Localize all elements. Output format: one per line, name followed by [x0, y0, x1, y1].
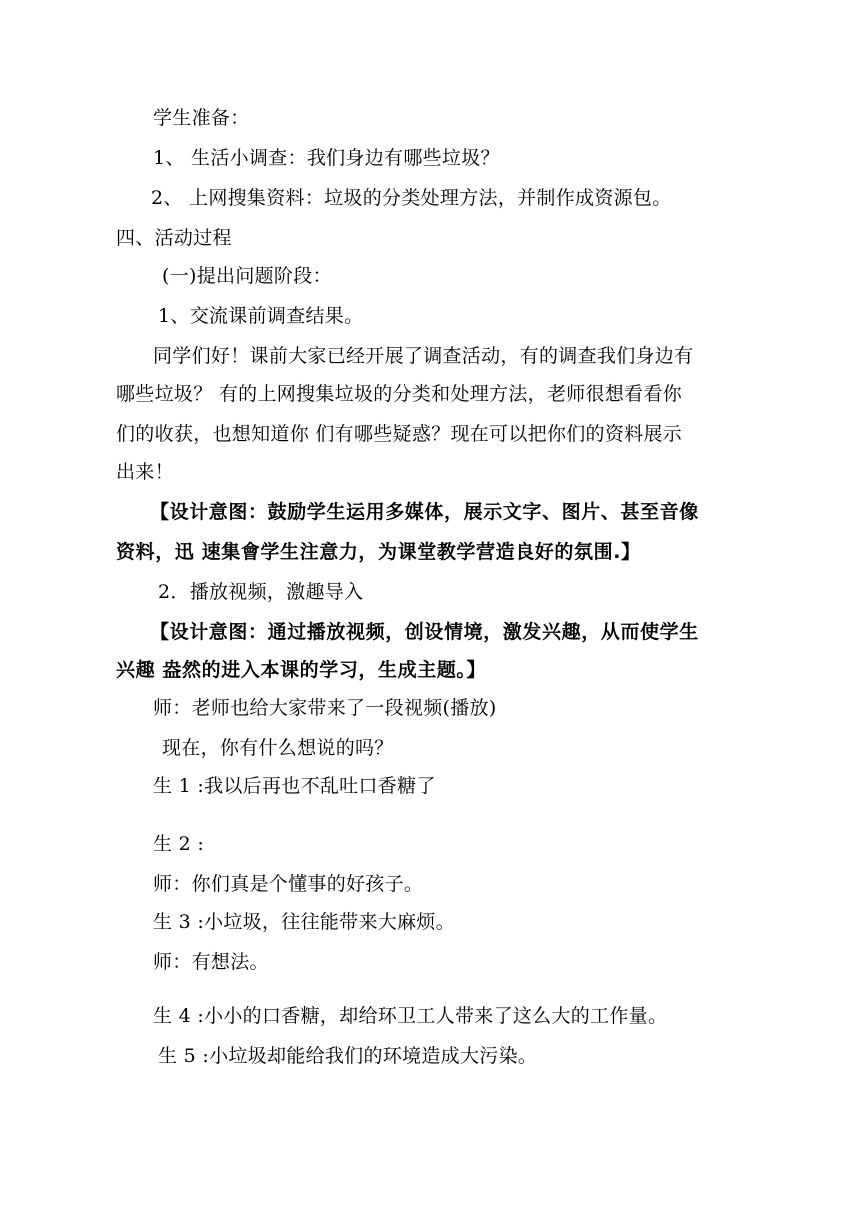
dialogue-teacher-2: 师：你们真是个懂事的好孩子。: [153, 873, 424, 895]
text-line-step-2: 2．播放视频，激趣导入: [158, 581, 364, 603]
paragraph-line-3: 们的收获，也想知道你 们有哪些疑惑？现在可以把你们的资料展示: [116, 423, 683, 445]
design-intent-2-line-1: 【设计意图：通过播放视频，创设情境，激发兴趣，从而使学生: [150, 621, 699, 643]
dialogue-student-4: 生 4 :小小的口香糖，却给环卫工人带来了这么大的工作量。: [153, 1005, 668, 1027]
dialogue-student-1: 生 1 :我以后再也不乱吐口香糖了: [153, 775, 436, 797]
text-line-prep-1: 1、 生活小调查：我们身边有哪些垃圾？: [153, 147, 500, 169]
text-line-prep-2: 2、 上网搜集资料：垃圾的分类处理方法，并制作成资源包。: [151, 187, 672, 209]
paragraph-line-4: 出来！: [116, 461, 174, 483]
subsection-heading: (一)提出问题阶段：: [162, 265, 332, 287]
section-heading: 四、活动过程: [116, 227, 232, 249]
dialogue-student-5: 生 5 :小垃圾却能给我们的环境造成大污染。: [158, 1045, 538, 1067]
text-line-step-1: 1、交流课前调查结果。: [158, 305, 364, 327]
design-intent-2-line-2: 兴趣 盎然的进入本课的学习，生成主题。】: [116, 659, 487, 681]
design-intent-1-line-2: 资料，迅 速集會学生注意力，为课堂教学营造良好的氛围.】: [116, 541, 641, 563]
dialogue-teacher-question: 现在，你有什么想说的吗？: [162, 737, 394, 759]
design-intent-1-line-1: 【设计意图：鼓励学生运用多媒体，展示文字、图片、甚至音像: [150, 501, 699, 523]
text-line-students-prep: 学生准备：: [153, 107, 250, 129]
dialogue-student-3: 生 3 :小垃圾，往往能带来大麻烦。: [153, 911, 455, 933]
dialogue-student-2: 生 2 :: [153, 833, 205, 855]
dialogue-teacher-1: 师：老师也给大家带来了一段视频(播放): [153, 697, 497, 719]
paragraph-line-1: 同学们好！课前大家已经开展了调查活动，有的调查我们身边有: [153, 345, 694, 367]
paragraph-line-2: 哪些垃圾？ 有的上网搜集垃圾的分类和处理方法，老师很想看看你: [116, 383, 683, 405]
dialogue-teacher-3: 师：有想法。: [153, 951, 269, 973]
